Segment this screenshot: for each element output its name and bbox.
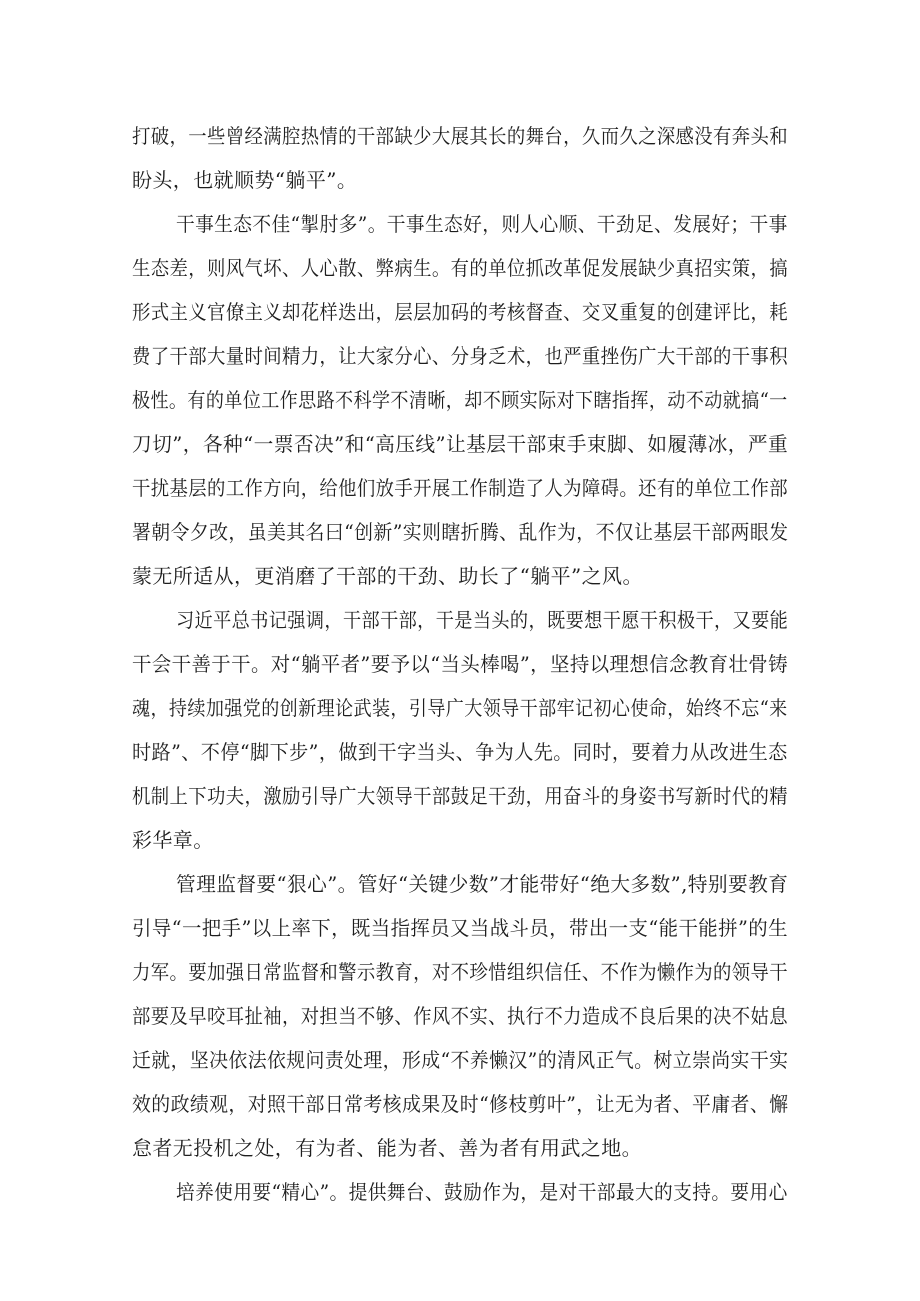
text-line: 干扰基层的工作方向，给他们放手开展工作制造了人为障碍。还有的单位工作部	[132, 476, 789, 500]
paragraph-start-line: 习近平总书记强调，干部干部，干是当头的，既要想干愿干积极干，又要能	[176, 608, 789, 632]
text-line: 形式主义官僚主义却花样迭出，层层加码的考核督查、交叉重复的创建评比，耗	[132, 300, 789, 324]
text-line: 效的政绩观，对照干部日常考核成果及时“修枝剪叶”，让无为者、平庸者、懈	[132, 1092, 789, 1116]
text-line: 刀切”，各种“一票否决”和“高压线”让基层干部束手束脚、如履薄冰，严重	[132, 432, 789, 456]
text-line: 怠者无投机之处，有为者、能为者、善为者有用武之地。	[132, 1136, 642, 1160]
text-line: 力军。要加强日常监督和警示教育，对不珍惜组织信任、不作为懒作为的领导干	[132, 960, 789, 984]
text-line: 时路”、不停“脚下步”，做到干字当头、争为人先。同时，要着力从改进生态	[132, 740, 788, 764]
text-line: 打破，一些曾经满腔热情的干部缺少大展其长的舞台，久而久之深感没有奔头和	[132, 124, 789, 148]
paragraph-start-line: 管理监督要“狠心”。管好“关键少数”才能带好“绝大多数”,特别要教育	[176, 872, 789, 896]
text-line: 蒙无所适从，更消磨了干部的干劲、助长了“躺平”之风。	[132, 564, 643, 588]
text-line: 盼头，也就顺势“躺平”。	[132, 168, 358, 192]
text-line: 彩华章。	[132, 828, 214, 852]
text-line: 极性。有的单位工作思路不科学不清晰，却不顾实际对下瞎指挥，动不动就搞“一	[132, 388, 788, 412]
text-line: 引导“一把手”以上率下，既当指挥员又当战斗员，带出一支“能干能拼”的生	[132, 916, 788, 940]
text-line: 费了干部大量时间精力，让大家分心、分身乏术，也严重挫伤广大干部的干事积	[132, 344, 789, 368]
text-line: 迁就，坚决依法依规问责处理，形成“不养懒汉”的清风正气。树立崇尚实干实	[132, 1048, 789, 1072]
paragraph-start-line: 培养使用要“精心”。提供舞台、鼓励作为，是对干部最大的支持。要用心	[176, 1180, 788, 1204]
text-line: 干会干善于干。对“躺平者”要予以“当头棒喝”，坚持以理想信念教育壮骨铸	[132, 652, 788, 676]
paragraph-start-line: 干事生态不佳“掣肘多”。干事生态好，则人心顺、干劲足、发展好；干事	[176, 212, 788, 236]
text-line: 魂，持续加强党的创新理论武装，引导广大领导干部牢记初心使命，始终不忘“来	[132, 696, 788, 720]
text-line: 生态差，则风气坏、人心散、弊病生。有的单位抓改革促发展缺少真招实策，搞	[132, 256, 789, 280]
text-line: 署朝令夕改，虽美其名曰“创新”实则瞎折腾、乱作为，不仅让基层干部两眼发	[132, 520, 789, 544]
text-line: 机制上下功夫，激励引导广大领导干部鼓足干劲，用奋斗的身姿书写新时代的精	[132, 784, 789, 808]
text-line: 部要及早咬耳扯袖，对担当不够、作风不实、执行不力造成不良后果的决不姑息	[132, 1004, 789, 1028]
